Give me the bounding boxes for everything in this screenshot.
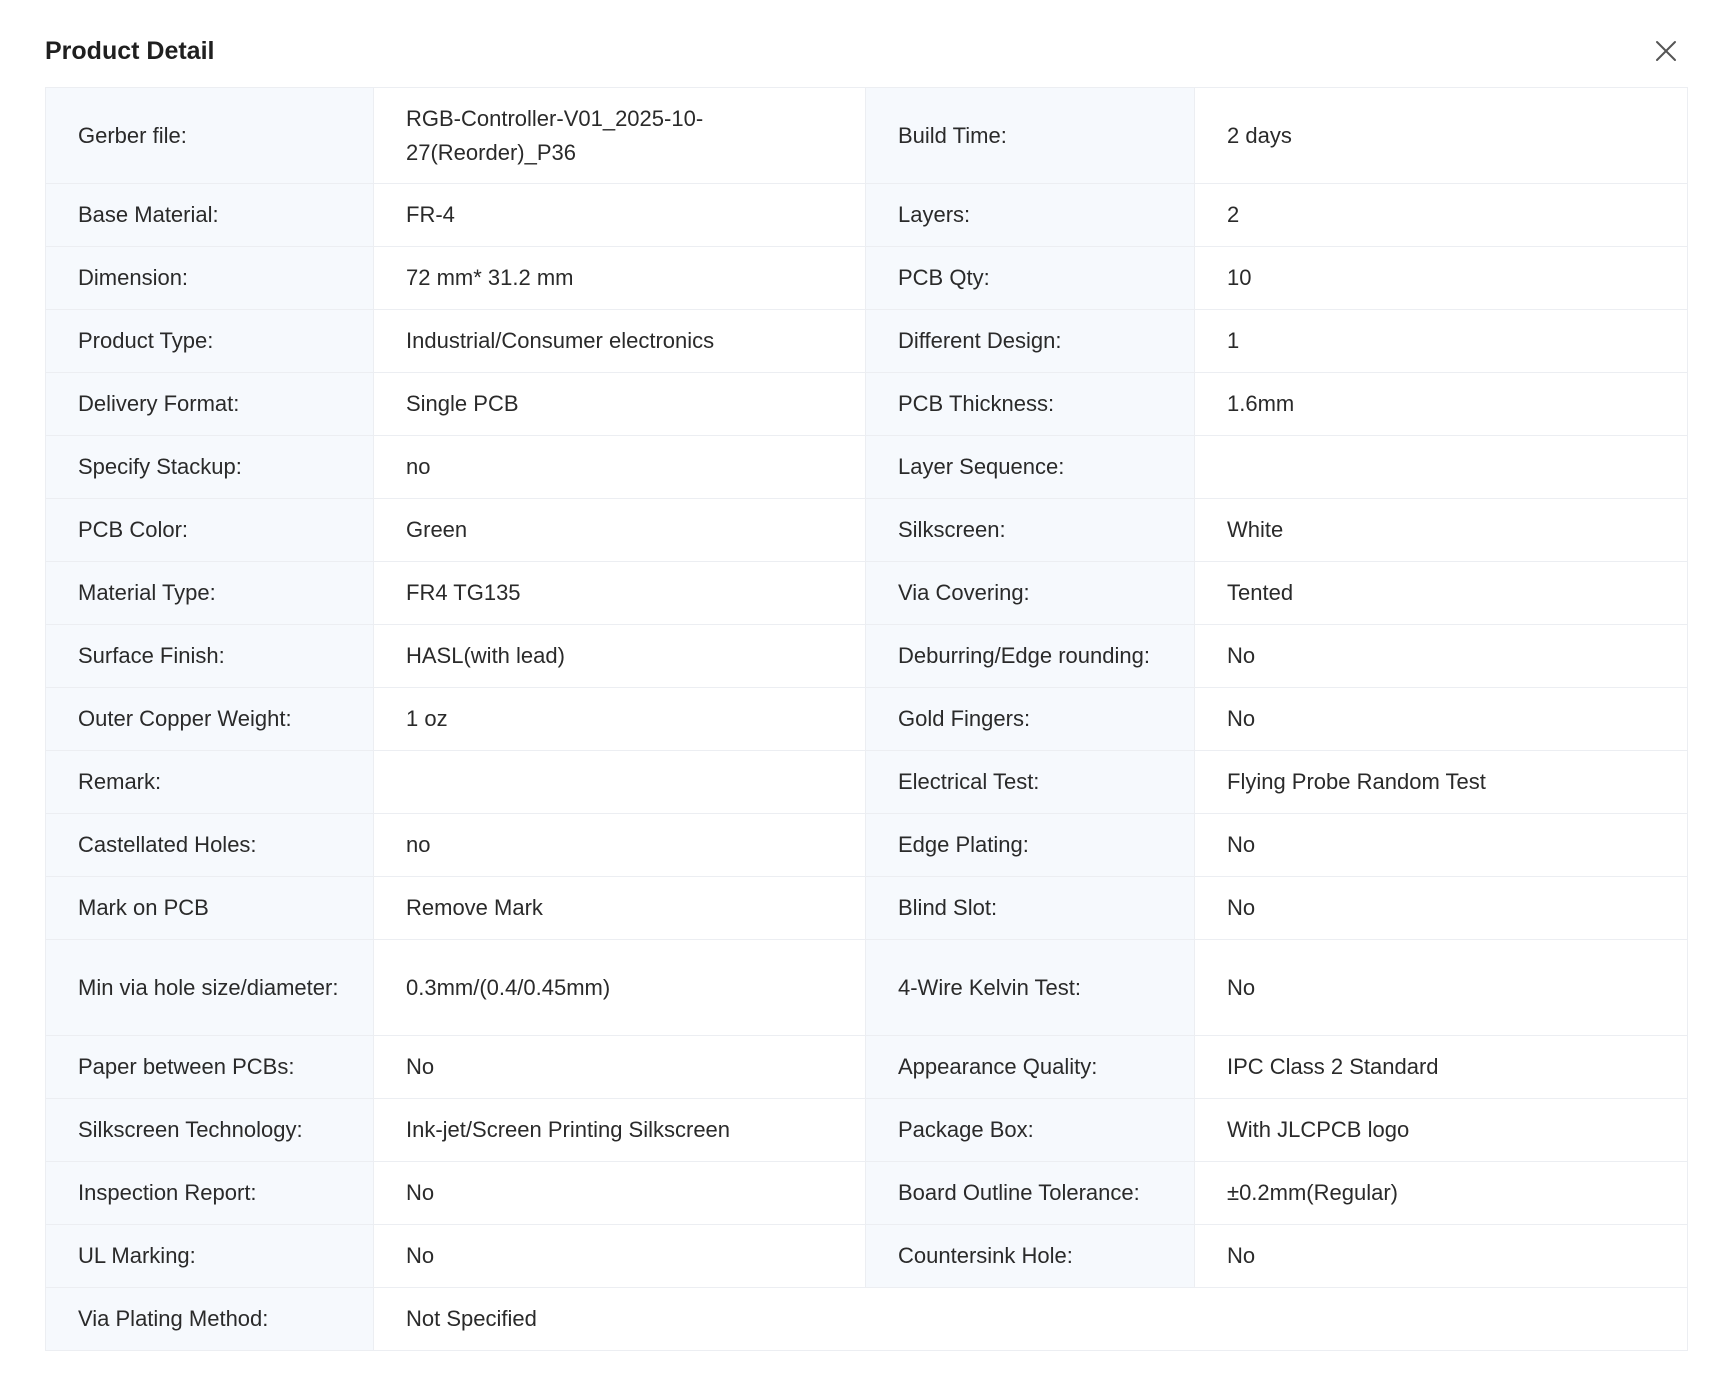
- field-label: Base Material:: [46, 184, 374, 247]
- field-value: No: [1195, 814, 1688, 877]
- field-value: ±0.2mm(Regular): [1195, 1162, 1688, 1225]
- field-label: Layer Sequence:: [866, 436, 1195, 499]
- table-row: [46, 88, 1688, 184]
- field-label: Silkscreen:: [866, 499, 1195, 562]
- field-value: Not Specified: [374, 1288, 1688, 1351]
- field-value: 1 oz: [374, 688, 866, 751]
- field-value: Industrial/Consumer electronics: [374, 310, 866, 373]
- field-label: Mark on PCB: [46, 877, 374, 940]
- field-label: PCB Color:: [46, 499, 374, 562]
- field-value: RGB-Controller-V01_2025-10-27(Reorder)_P36: [374, 88, 866, 184]
- field-label: Product Type:: [46, 310, 374, 373]
- field-value: 0.3mm/(0.4/0.45mm): [374, 940, 866, 1036]
- field-value: Flying Probe Random Test: [1195, 751, 1688, 814]
- field-label: Surface Finish:: [46, 625, 374, 688]
- field-value: No: [1195, 877, 1688, 940]
- product-detail-table: [45, 87, 1688, 1351]
- field-value: No: [1195, 688, 1688, 751]
- field-value: HASL(with lead): [374, 625, 866, 688]
- close-button[interactable]: [1651, 36, 1681, 66]
- table-row: [46, 499, 1688, 562]
- field-value: no: [374, 814, 866, 877]
- field-label: Build Time:: [866, 88, 1195, 184]
- field-value: no: [374, 436, 866, 499]
- field-label: Via Plating Method:: [46, 1288, 374, 1351]
- field-value: Ink-jet/Screen Printing Silkscreen: [374, 1099, 866, 1162]
- table-row: [46, 373, 1688, 436]
- field-label: Appearance Quality:: [866, 1036, 1195, 1099]
- field-value: 10: [1195, 247, 1688, 310]
- field-label: Delivery Format:: [46, 373, 374, 436]
- field-label: UL Marking:: [46, 1225, 374, 1288]
- field-value: No: [374, 1225, 866, 1288]
- field-label: Specify Stackup:: [46, 436, 374, 499]
- table-row: [46, 562, 1688, 625]
- table-row: [46, 751, 1688, 814]
- field-label: Paper between PCBs:: [46, 1036, 374, 1099]
- field-label: Package Box:: [866, 1099, 1195, 1162]
- field-label: Deburring/Edge rounding:: [866, 625, 1195, 688]
- field-label: Castellated Holes:: [46, 814, 374, 877]
- field-label: Edge Plating:: [866, 814, 1195, 877]
- table-row: [46, 1036, 1688, 1099]
- field-value: Single PCB: [374, 373, 866, 436]
- table-row: [46, 1288, 1688, 1351]
- table-row: [46, 688, 1688, 751]
- field-label: Via Covering:: [866, 562, 1195, 625]
- field-value: 72 mm* 31.2 mm: [374, 247, 866, 310]
- table-row: [46, 625, 1688, 688]
- field-label: Different Design:: [866, 310, 1195, 373]
- table-row: [46, 310, 1688, 373]
- field-label: Gold Fingers:: [866, 688, 1195, 751]
- table-row: [46, 1162, 1688, 1225]
- dialog-title: Product Detail: [45, 37, 215, 65]
- field-value: 1.6mm: [1195, 373, 1688, 436]
- field-label: Outer Copper Weight:: [46, 688, 374, 751]
- field-label: Dimension:: [46, 247, 374, 310]
- field-label: 4-Wire Kelvin Test:: [866, 940, 1195, 1036]
- field-value: IPC Class 2 Standard: [1195, 1036, 1688, 1099]
- field-label: Electrical Test:: [866, 751, 1195, 814]
- field-value: Tented: [1195, 562, 1688, 625]
- table-row: [46, 940, 1688, 1036]
- field-value: 2 days: [1195, 88, 1688, 184]
- field-value: Green: [374, 499, 866, 562]
- table-row: [46, 877, 1688, 940]
- field-label: Blind Slot:: [866, 877, 1195, 940]
- field-label: PCB Qty:: [866, 247, 1195, 310]
- field-value: No: [1195, 625, 1688, 688]
- table-row: [46, 247, 1688, 310]
- table-row: [46, 1099, 1688, 1162]
- field-value: 2: [1195, 184, 1688, 247]
- field-label: Gerber file:: [46, 88, 374, 184]
- close-icon: [1655, 40, 1677, 62]
- table-row: [46, 436, 1688, 499]
- field-label: Silkscreen Technology:: [46, 1099, 374, 1162]
- field-value: No: [1195, 940, 1688, 1036]
- field-label: Min via hole size/diameter:: [46, 940, 374, 1036]
- table-row: [46, 184, 1688, 247]
- field-value: [1195, 436, 1688, 499]
- field-label: Layers:: [866, 184, 1195, 247]
- field-value: 1: [1195, 310, 1688, 373]
- table-row: [46, 1225, 1688, 1288]
- field-label: Board Outline Tolerance:: [866, 1162, 1195, 1225]
- field-value: Remove Mark: [374, 877, 866, 940]
- field-label: Material Type:: [46, 562, 374, 625]
- table-row: [46, 814, 1688, 877]
- field-label: PCB Thickness:: [866, 373, 1195, 436]
- field-value: FR-4: [374, 184, 866, 247]
- field-value: No: [1195, 1225, 1688, 1288]
- field-label: Remark:: [46, 751, 374, 814]
- product-detail-table-body: [46, 88, 1688, 1351]
- field-value: With JLCPCB logo: [1195, 1099, 1688, 1162]
- field-label: Inspection Report:: [46, 1162, 374, 1225]
- field-value: White: [1195, 499, 1688, 562]
- field-value: [374, 751, 866, 814]
- field-value: No: [374, 1036, 866, 1099]
- field-value: FR4 TG135: [374, 562, 866, 625]
- field-value: No: [374, 1162, 866, 1225]
- field-label: Countersink Hole:: [866, 1225, 1195, 1288]
